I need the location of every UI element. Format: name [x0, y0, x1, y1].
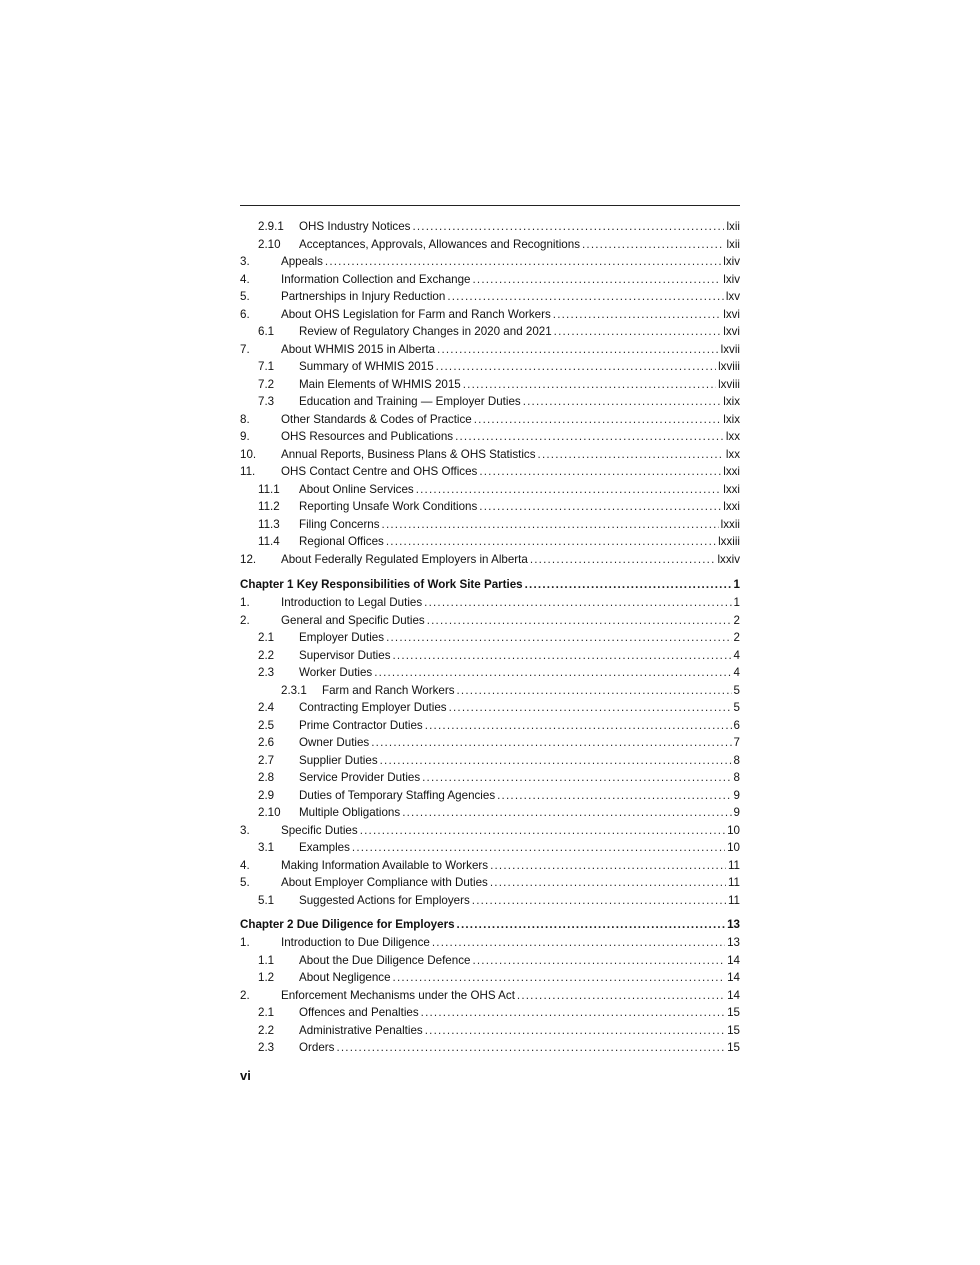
toc-page-number: 13 [727, 918, 740, 931]
toc-entry-number: 2.2 [258, 1023, 275, 1037]
toc-entry-number: 2.3 [258, 666, 275, 679]
dot-leader [538, 446, 724, 464]
toc-entry-title: Owner Duties [299, 736, 370, 749]
toc-entry-number: 11.1 [258, 482, 280, 496]
dot-leader [412, 218, 724, 236]
toc-entry-title: Contracting Employer Duties [299, 701, 447, 714]
toc-entry-title: Orders [299, 1041, 335, 1054]
toc-entry-number: 2.4 [258, 701, 275, 714]
dot-leader [582, 236, 724, 254]
toc-entry-title: Information Collection and Exchange [281, 272, 471, 286]
toc-entry-number: 2.10 [258, 237, 281, 251]
toc-entry [240, 271, 740, 289]
toc-entry-number: 3. [240, 255, 250, 268]
toc-entry-number: 11. [240, 465, 256, 478]
toc-entry-title: Education and Training — Employer Duties [299, 395, 521, 408]
toc-entry-title: Making Information Available to Workers [281, 858, 489, 872]
dot-leader [437, 341, 719, 359]
toc-page-number: 10 [727, 823, 740, 837]
dot-leader [402, 804, 731, 822]
toc-page-number: 15 [727, 1041, 740, 1054]
toc-entry [240, 734, 740, 752]
toc-entry [240, 393, 740, 411]
toc-page-number: 9 [733, 788, 740, 802]
toc-entry-title: About Negligence [299, 971, 391, 984]
toc-page-number: 1 [733, 596, 740, 609]
toc-entry [240, 952, 740, 970]
dot-leader [553, 306, 721, 324]
dot-leader [325, 253, 721, 271]
toc-entry [240, 664, 740, 682]
toc-entry [240, 1039, 740, 1057]
toc-entry-number: 4. [240, 272, 250, 286]
toc-entry [240, 857, 740, 875]
toc-page-number: lxx [725, 447, 740, 461]
toc-entry-number: 7. [240, 342, 250, 356]
toc-entry [240, 481, 740, 499]
toc-entry [240, 288, 740, 306]
toc-entry [240, 533, 740, 551]
toc-entry [240, 787, 740, 805]
toc-page-number: lxxiii [718, 535, 740, 548]
dot-leader [421, 1004, 725, 1022]
toc-entry-number: 2.9 [258, 788, 275, 802]
toc-entry [240, 306, 740, 324]
toc-entry [240, 1022, 740, 1040]
toc-page-number: lxii [726, 220, 740, 233]
toc-entry-number: 11.2 [258, 500, 280, 513]
toc-entry [240, 358, 740, 376]
toc-entry [240, 446, 740, 464]
toc-page-number: lxiv [723, 255, 740, 268]
toc-entry-number: 1. [240, 596, 250, 609]
toc-page-number: 7 [733, 736, 740, 749]
dot-leader [490, 874, 726, 892]
toc-page-number: 14 [727, 988, 740, 1002]
toc-page-number: 9 [733, 806, 740, 819]
toc-entry-number: 3.1 [258, 841, 275, 854]
dot-leader [336, 1039, 725, 1057]
toc-entry-title: Service Provider Duties [299, 771, 421, 784]
toc-page-number: lxix [723, 395, 740, 408]
toc-entry [240, 411, 740, 429]
dot-leader [427, 612, 732, 630]
toc-entry-title: About Online Services [299, 482, 414, 496]
dot-leader [463, 376, 716, 394]
toc-entry-title: Summary of WHMIS 2015 [299, 360, 434, 373]
dot-leader [554, 323, 722, 341]
toc-entry-title: Duties of Temporary Staffing Agencies [299, 788, 496, 802]
toc-page-number: 11 [727, 876, 740, 889]
toc-entry [240, 892, 740, 910]
toc-entry [240, 874, 740, 892]
toc-entry-title: Other Standards & Codes of Practice [281, 412, 472, 426]
dot-leader [386, 629, 731, 647]
toc-entry-title: About the Due Diligence Defence [299, 953, 471, 967]
dot-leader [449, 699, 732, 717]
toc-entry [240, 647, 740, 665]
dot-leader [472, 952, 725, 970]
dot-leader [479, 498, 721, 516]
toc-entry-number: 2.10 [258, 806, 281, 819]
toc-entry-number: 4. [240, 858, 250, 872]
toc-entry [240, 551, 740, 569]
toc-entry [240, 516, 740, 534]
toc-entry [240, 717, 740, 735]
dot-leader [371, 734, 731, 752]
toc-page-number: lxiv [723, 272, 740, 286]
toc-entry-title: Farm and Ranch Workers [322, 683, 455, 697]
toc-page-number: 15 [727, 1023, 740, 1037]
toc-entry-title: OHS Industry Notices [299, 220, 411, 233]
toc-page-number: lxvii [720, 342, 740, 356]
dot-leader [457, 915, 726, 934]
toc-entry-title: Supervisor Duties [299, 648, 391, 662]
toc-page-number: 15 [727, 1006, 740, 1019]
toc-entry-number: 5. [240, 876, 250, 889]
toc-page-number: 5 [733, 701, 740, 714]
toc-page-number: 4 [733, 666, 740, 679]
toc-entry-title: Offences and Penalties [299, 1006, 419, 1019]
toc-entry-title: Enforcement Mechanisms under the OHS Act [281, 988, 515, 1002]
toc-entry-number: 2. [240, 613, 250, 627]
toc-entry [240, 822, 740, 840]
toc-entry [240, 218, 740, 236]
toc-entry [240, 752, 740, 770]
dot-leader [530, 551, 716, 569]
toc-entry [240, 253, 740, 271]
toc-page-number: 8 [733, 753, 740, 767]
toc-entry [240, 428, 740, 446]
toc-entry-number: 2.1 [258, 631, 275, 644]
toc-entry-number: 2.6 [258, 736, 275, 749]
toc-page-number: lxviii [718, 377, 740, 391]
toc-chapter-entry [240, 575, 740, 594]
toc-entry [240, 682, 740, 700]
toc-entry-number: 11.3 [258, 517, 280, 531]
toc-page-number: lxxi [723, 482, 740, 496]
toc-entry-title: Reporting Unsafe Work Conditions [299, 500, 478, 513]
toc-chapter-entry [240, 915, 740, 934]
dot-leader [455, 428, 724, 446]
dot-leader [416, 481, 722, 499]
dot-leader [447, 288, 724, 306]
dot-leader [432, 934, 725, 952]
toc-entry-title: Appeals [281, 255, 323, 268]
toc-entry-title: OHS Contact Centre and OHS Offices [281, 465, 478, 478]
toc-entry-number: 1.1 [258, 953, 275, 967]
toc-page-number: 6 [733, 718, 740, 732]
toc-page-number: 8 [733, 771, 740, 784]
dot-leader [386, 533, 716, 551]
toc-entry-number: 9. [240, 430, 250, 443]
toc-entry-number: 2.8 [258, 771, 275, 784]
toc-page-number: 11 [727, 893, 740, 907]
toc-entry-title: Review of Regulatory Changes in 2020 and 2021 [299, 325, 552, 338]
toc-entry-title: About WHMIS 2015 in Alberta [281, 342, 436, 356]
dot-leader [479, 463, 721, 481]
toc-page-number: lxvi [723, 307, 740, 321]
toc-entry-title: General and Specific Duties [281, 613, 425, 627]
toc-entry-title: About OHS Legislation for Farm and Ranch Workers [281, 307, 551, 321]
toc-entry-number: 1.2 [258, 971, 275, 984]
toc-entry-number: 10. [240, 447, 257, 461]
toc-entry [240, 463, 740, 481]
toc-entry-number: 2.3.1 [281, 683, 307, 697]
toc-entry [240, 594, 740, 612]
dot-leader [517, 987, 725, 1005]
toc-page-number: 13 [727, 936, 740, 949]
dot-leader [393, 647, 732, 665]
toc-page-number: lxxii [720, 517, 740, 531]
toc-entry [240, 236, 740, 254]
dot-leader [425, 717, 732, 735]
toc-entry-number: 5. [240, 290, 250, 303]
toc-entry-title: Multiple Obligations [299, 806, 401, 819]
toc-entry-number: 3. [240, 823, 250, 837]
toc-entry-title: Worker Duties [299, 666, 373, 679]
toc-entry-number: 2.1 [258, 1006, 275, 1019]
toc-entry [240, 934, 740, 952]
toc-page-number: 4 [733, 648, 740, 662]
toc-entry-number: 2.7 [258, 753, 275, 767]
toc-page-number: lxxi [723, 465, 740, 478]
toc-page-number: 11 [727, 858, 740, 872]
toc-entry-number: 12. [240, 552, 257, 566]
toc-entry-number: 2.2 [258, 648, 275, 662]
toc-entry-title: Employer Duties [299, 631, 385, 644]
toc-entry [240, 987, 740, 1005]
header-rule [240, 205, 740, 206]
toc-entry [240, 769, 740, 787]
toc-page-number: 14 [727, 971, 740, 984]
dot-leader [422, 769, 731, 787]
dot-leader [474, 411, 722, 429]
page-number: vi [240, 1068, 251, 1083]
toc-entry-number: 1. [240, 936, 250, 949]
dot-leader [523, 393, 722, 411]
toc-page-number: lxii [726, 237, 740, 251]
toc-page-number: 2 [733, 631, 740, 644]
dot-leader [472, 892, 726, 910]
toc-entry-title: Filing Concerns [299, 517, 380, 531]
dot-leader [497, 787, 731, 805]
toc-entry-title: OHS Resources and Publications [281, 430, 454, 443]
toc-entry-title: Suggested Actions for Employers [299, 893, 470, 907]
dot-leader [457, 682, 732, 700]
toc-entry-number: 2. [240, 988, 250, 1002]
toc-entry-title: Partnerships in Injury Reduction [281, 290, 446, 303]
dot-leader [525, 575, 732, 594]
toc-page-number: lxviii [718, 360, 740, 373]
dot-leader [472, 271, 721, 289]
toc-page-number: 14 [727, 953, 740, 967]
toc-entry-title: About Federally Regulated Employers in Alberta [281, 552, 528, 566]
table-of-contents [240, 218, 740, 1057]
toc-page-number: lxxi [723, 500, 740, 513]
toc-entry [240, 969, 740, 987]
dot-leader [436, 358, 716, 376]
toc-entry-number: 7.3 [258, 395, 275, 408]
toc-entry-title: About Employer Compliance with Duties [281, 876, 488, 889]
toc-entry-title: Introduction to Due Diligence [281, 936, 430, 949]
toc-page-number: lxix [723, 412, 740, 426]
toc-page-number: lxv [725, 290, 740, 303]
dot-leader [360, 822, 725, 840]
toc-entry-number: 5.1 [258, 893, 275, 907]
dot-leader [380, 752, 732, 770]
toc-entry-title: Regional Offices [299, 535, 384, 548]
toc-entry [240, 699, 740, 717]
toc-entry-number: 7.1 [258, 360, 275, 373]
dot-leader [374, 664, 731, 682]
dot-leader [352, 839, 725, 857]
toc-entry-number: 11.4 [258, 535, 280, 548]
dot-leader [393, 969, 726, 987]
toc-entry [240, 323, 740, 341]
toc-entry [240, 1004, 740, 1022]
dot-leader [425, 1022, 725, 1040]
toc-chapter-title: Chapter 1 Key Responsibilities of Work Site Parties [240, 578, 523, 591]
toc-entry-title: Examples [299, 841, 350, 854]
toc-entry-title: Annual Reports, Business Plans & OHS Statistics [281, 447, 536, 461]
dot-leader [490, 857, 726, 875]
toc-entry [240, 629, 740, 647]
toc-page-number: lxvi [723, 325, 740, 338]
toc-chapter-title: Chapter 2 Due Diligence for Employers [240, 918, 455, 931]
toc-entry-number: 2.3 [258, 1041, 275, 1054]
toc-entry [240, 498, 740, 516]
toc-entry-title: Acceptances, Approvals, Allowances and Recognitions [299, 237, 580, 251]
toc-entry-number: 6.1 [258, 325, 275, 338]
toc-entry-title: Specific Duties [281, 823, 358, 837]
toc-page-number: lxxiv [717, 552, 740, 566]
toc-entry-number: 6. [240, 307, 250, 321]
toc-entry-number: 2.5 [258, 718, 275, 732]
toc-entry [240, 804, 740, 822]
toc-entry-number: 2.9.1 [258, 220, 284, 233]
toc-entry-title: Supplier Duties [299, 753, 378, 767]
toc-entry-number: 8. [240, 412, 250, 426]
toc-page-number: 2 [733, 613, 740, 627]
toc-entry-title: Main Elements of WHMIS 2015 [299, 377, 461, 391]
toc-entry [240, 612, 740, 630]
toc-entry-title: Prime Contractor Duties [299, 718, 423, 732]
toc-page-number: 5 [733, 683, 740, 697]
dot-leader [424, 594, 731, 612]
dot-leader [382, 516, 719, 534]
toc-page-number: 10 [727, 841, 740, 854]
toc-entry [240, 839, 740, 857]
toc-page-number: lxx [725, 430, 740, 443]
toc-entry-number: 7.2 [258, 377, 275, 391]
toc-entry [240, 341, 740, 359]
toc-entry-title: Introduction to Legal Duties [281, 596, 423, 609]
toc-entry [240, 376, 740, 394]
toc-page-number: 1 [733, 578, 740, 591]
toc-entry-title: Administrative Penalties [299, 1023, 423, 1037]
